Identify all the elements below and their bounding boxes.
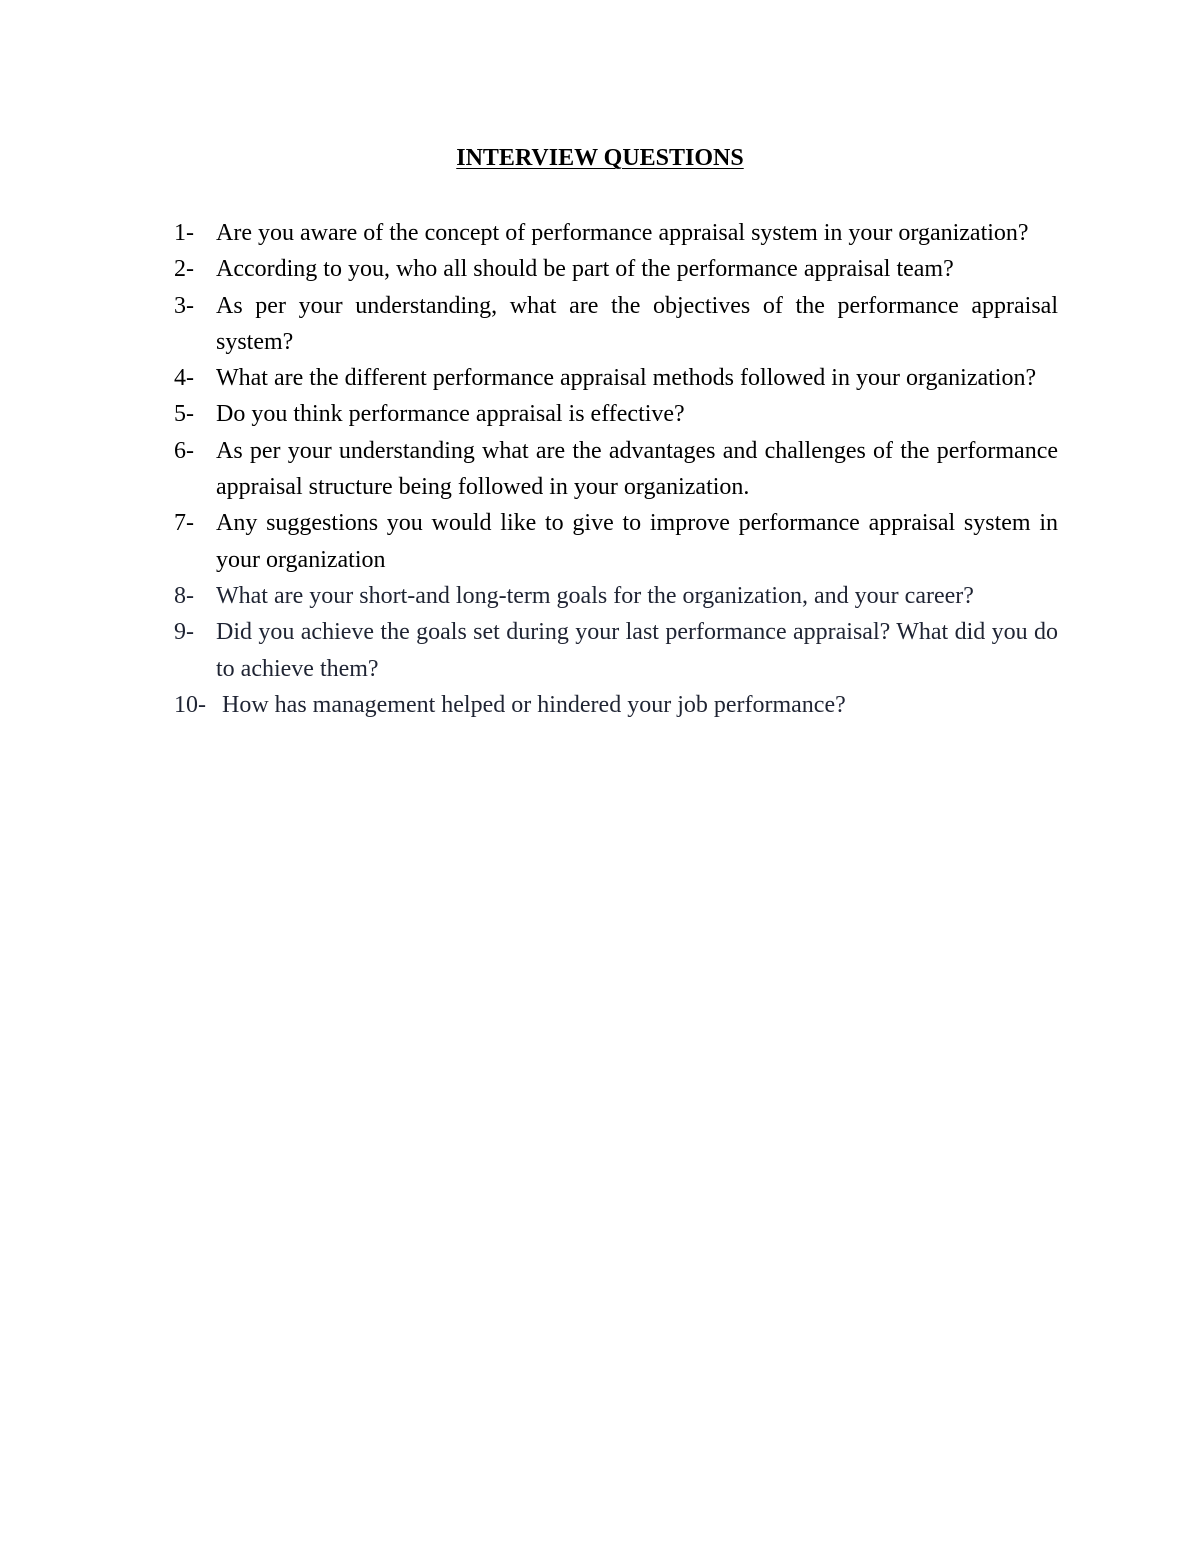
question-list	[174, 215, 1058, 723]
question-text: Any suggestions you would like to give to improve performance appraisal system in your organization	[216, 510, 1058, 573]
question-number: 1-	[174, 220, 194, 246]
question-number: 6-	[174, 437, 194, 464]
question-text: Do you think performance appraisal is effective?	[216, 401, 685, 428]
list-item	[174, 288, 1058, 361]
question-number: 10-	[174, 691, 206, 718]
question-text: As per your understanding what are the advantages and challenges of the performance appraisal structure being followed in your organization.	[216, 437, 1058, 501]
question-number: 7-	[174, 510, 194, 537]
list-item	[174, 396, 1058, 432]
list-item	[174, 215, 1058, 251]
question-text: How has management helped or hindered your job performance?	[222, 691, 846, 718]
question-text: According to you, who all should be part of the performance appraisal team?	[216, 256, 954, 283]
question-text: What are your short-and long-term goals for the organization, and your career?	[216, 582, 974, 609]
list-item	[174, 360, 1058, 396]
list-item	[174, 433, 1058, 506]
question-number: 5-	[174, 401, 194, 428]
question-text: As per your understanding, what are the objectives of the performance appraisal system?	[216, 292, 1058, 355]
list-item	[174, 687, 1058, 723]
list-item	[174, 251, 1058, 287]
list-item	[174, 578, 1058, 614]
question-number: 2-	[174, 256, 194, 283]
question-number: 3-	[174, 292, 194, 319]
page-title: INTERVIEW QUESTIONS	[456, 145, 744, 171]
question-text: Are you aware of the concept of performance appraisal system in your organization?	[216, 220, 1029, 246]
question-number: 9-	[174, 619, 194, 646]
question-number: 4-	[174, 365, 194, 392]
question-text: What are the different performance appraisal methods followed in your organization?	[216, 365, 1037, 392]
question-text: Did you achieve the goals set during your last performance appraisal? What did you do to achieve them?	[216, 619, 1058, 682]
question-number: 8-	[174, 582, 194, 609]
list-item	[174, 614, 1058, 687]
list-item	[174, 505, 1058, 578]
